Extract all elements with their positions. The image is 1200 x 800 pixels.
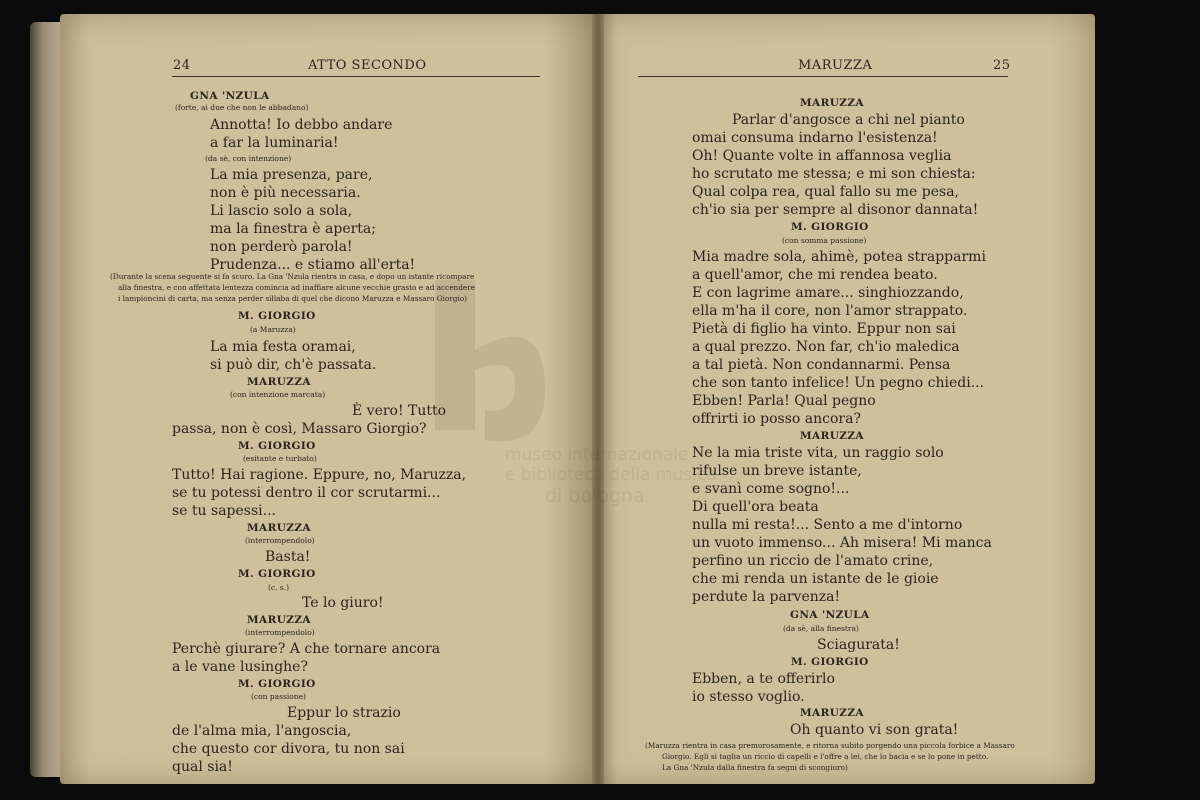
verse-line: Annotta! Io debbo andare [210,117,393,133]
watermark-line2: e biblioteca della musica [505,465,717,485]
verse-line: qual sia! [172,759,233,775]
verse-line: de l'alma mia, l'angoscia, [172,723,352,739]
verse-line: Basta! [265,549,311,565]
stage-note: (Durante la scena seguente si fa scuro. La Gna 'Nzula rientra in casa, e dopo un istante ricompare [110,272,475,281]
verse-line: se tu sapessi... [172,503,276,519]
verse-line: Di quell'ora beata [692,499,819,515]
verse-line: ho scrutato me stessa; e mi son chiesta: [692,166,976,182]
stage-direction: (interrompendolo) [245,628,315,637]
speaker-name: MARUZZA [800,707,864,719]
page-number-right: 25 [993,58,1011,73]
stage-note: La Gna 'Nzula dalla finestra fa segni di scongiuro) [662,763,848,772]
speaker-name: M. GIORGIO [238,678,316,690]
speaker-name: M. GIORGIO [238,568,316,580]
verse-line: che questo cor divora, tu non sai [172,741,405,757]
stage-direction: (da sè, con intenzione) [205,154,292,163]
verse-line: a far la luminaria! [210,135,339,151]
stage-direction: (c. s.) [268,583,290,592]
verse-line: Eppur lo strazio [287,705,401,721]
speaker-name: M. GIORGIO [238,440,316,452]
verse-line: Oh quanto vi son grata! [790,722,959,738]
verse-line: io stesso voglio. [692,689,805,705]
verse-line: Li lascio solo a sola, [210,203,353,219]
page-number-left: 24 [173,58,191,73]
stage-direction: (esitante e turbato) [243,454,317,463]
verse-line: e svanì come sogno!... [692,481,850,497]
verse-line: Te lo giuro! [302,595,384,611]
verse-line: non perderò parola! [210,239,353,255]
speaker-name: MARUZZA [247,376,311,388]
stage-direction: (forte, ai due che non le abbadano) [175,103,309,112]
verse-line: offrirti io posso ancora? [692,411,861,427]
verse-line: Tutto! Hai ragione. Eppure, no, Maruzza, [172,467,467,483]
speaker-name: M. GIORGIO [791,656,869,668]
running-head-right: MARUZZA [798,58,873,73]
verse-line: Ne la mia triste vita, un raggio solo [692,445,944,461]
stage-direction: (interrompendolo) [245,536,315,545]
watermark-line1: museo internazionale [505,445,689,465]
speaker-name: MARUZZA [800,97,864,109]
stage-direction: (a Maruzza) [250,325,296,334]
verse-line: Perchè giurare? A che tornare ancora [172,641,441,657]
verse-line: passa, non è così, Massaro Giorgio? [172,421,427,437]
verse-line: nulla mi resta!... Sento a me d'intorno [692,517,963,533]
verse-line: omai consuma indarno l'esistenza! [692,130,938,146]
speaker-name: MARUZZA [800,430,864,442]
stage-direction: (con passione) [251,692,306,701]
verse-line: La mia festa oramai, [210,339,356,355]
verse-line: Sciagurata! [817,637,900,653]
stage-note: Giorgio. Egli si taglia un riccio di capelli e l'offre a lei, che lo bacia e se lo pone in petto. [662,752,989,761]
verse-line: La mia presenza, pare, [210,167,373,183]
verse-line: ella m'ha il core, non l'amor strappato. [692,303,968,319]
speaker-name: MARUZZA [247,522,311,534]
speaker-name: M. GIORGIO [791,221,869,233]
speaker-name: GNA 'NZULA [190,90,270,102]
verse-line: un vuoto immenso... Ah misera! Mi manca [692,535,992,551]
verse-line: rifulse un breve istante, [692,463,862,479]
verse-line: Oh! Quante volte in affannosa veglia [692,148,952,164]
verse-line: che son tanto infelice! Un pegno chiedi... [692,375,985,391]
verse-line: Prudenza... e stiamo all'erta! [210,257,416,273]
header-rule-left [172,76,540,77]
header-rule-right [638,76,1008,77]
verse-line: non è più necessaria. [210,185,361,201]
verse-line: Ebben, a te offerirlo [692,671,835,687]
verse-line: Ebben! Parla! Qual pegno [692,393,876,409]
verse-line: ma la finestra è aperta; [210,221,376,237]
verse-line: E con lagrime amare... singhiozzando, [692,285,964,301]
watermark-curve-icon [475,337,545,442]
verse-line: È vero! Tutto [352,403,447,419]
verse-line: a qual prezzo. Non far, ch'io maledica [692,339,960,355]
stage-note: i lampioncini di carta, ma senza perder sillaba di quel che dicono Maruzza e Massaro Giorgio) [118,294,468,303]
stage-direction: (da sè, alla finestra) [783,624,859,633]
verse-line: Qual colpa rea, qual fallo su me pesa, [692,184,960,200]
stage-direction: (con intenzione marcata) [230,390,326,399]
stage-note: alla finestra, e con affettata lentezza comincia ad inaffiare alcune vecchie grasto e ad accendere [118,283,476,292]
running-head-left: ATTO SECONDO [308,58,427,73]
verse-line: ch'io sia per sempre al disonor dannata! [692,202,979,218]
verse-line: a le vane lusinghe? [172,659,308,675]
verse-line: perfino un riccio de l'amato crine, [692,553,934,569]
verse-line: Pietà di figlio ha vinto. Eppur non sai [692,321,956,337]
speaker-name: MARUZZA [247,614,311,626]
verse-line: se tu potessi dentro il cor scrutarmi... [172,485,441,501]
verse-line: Mia madre sola, ahimè, potea strapparmi [692,249,986,265]
verse-line: che mi renda un istante de le gioie [692,571,939,587]
verse-line: Parlar d'angosce a chi nel pianto [732,112,965,128]
page-edges [30,22,64,777]
stage-direction: (con somma passione) [782,236,867,245]
verse-line: si può dir, ch'è passata. [210,357,377,373]
speaker-name: GNA 'NZULA [790,609,870,621]
verse-line: a tal pietà. Non condannarmi. Pensa [692,357,951,373]
stage-note: (Maruzza rientra in casa premurosamente, e ritorna subito porgendo una piccola forbice a Massaro [645,741,1015,750]
speaker-name: M. GIORGIO [238,310,316,322]
watermark-line3: di bologna [545,485,645,507]
verse-line: a quell'amor, che mi rendea beato. [692,267,938,283]
verse-line: perdute la parvenza! [692,589,841,605]
